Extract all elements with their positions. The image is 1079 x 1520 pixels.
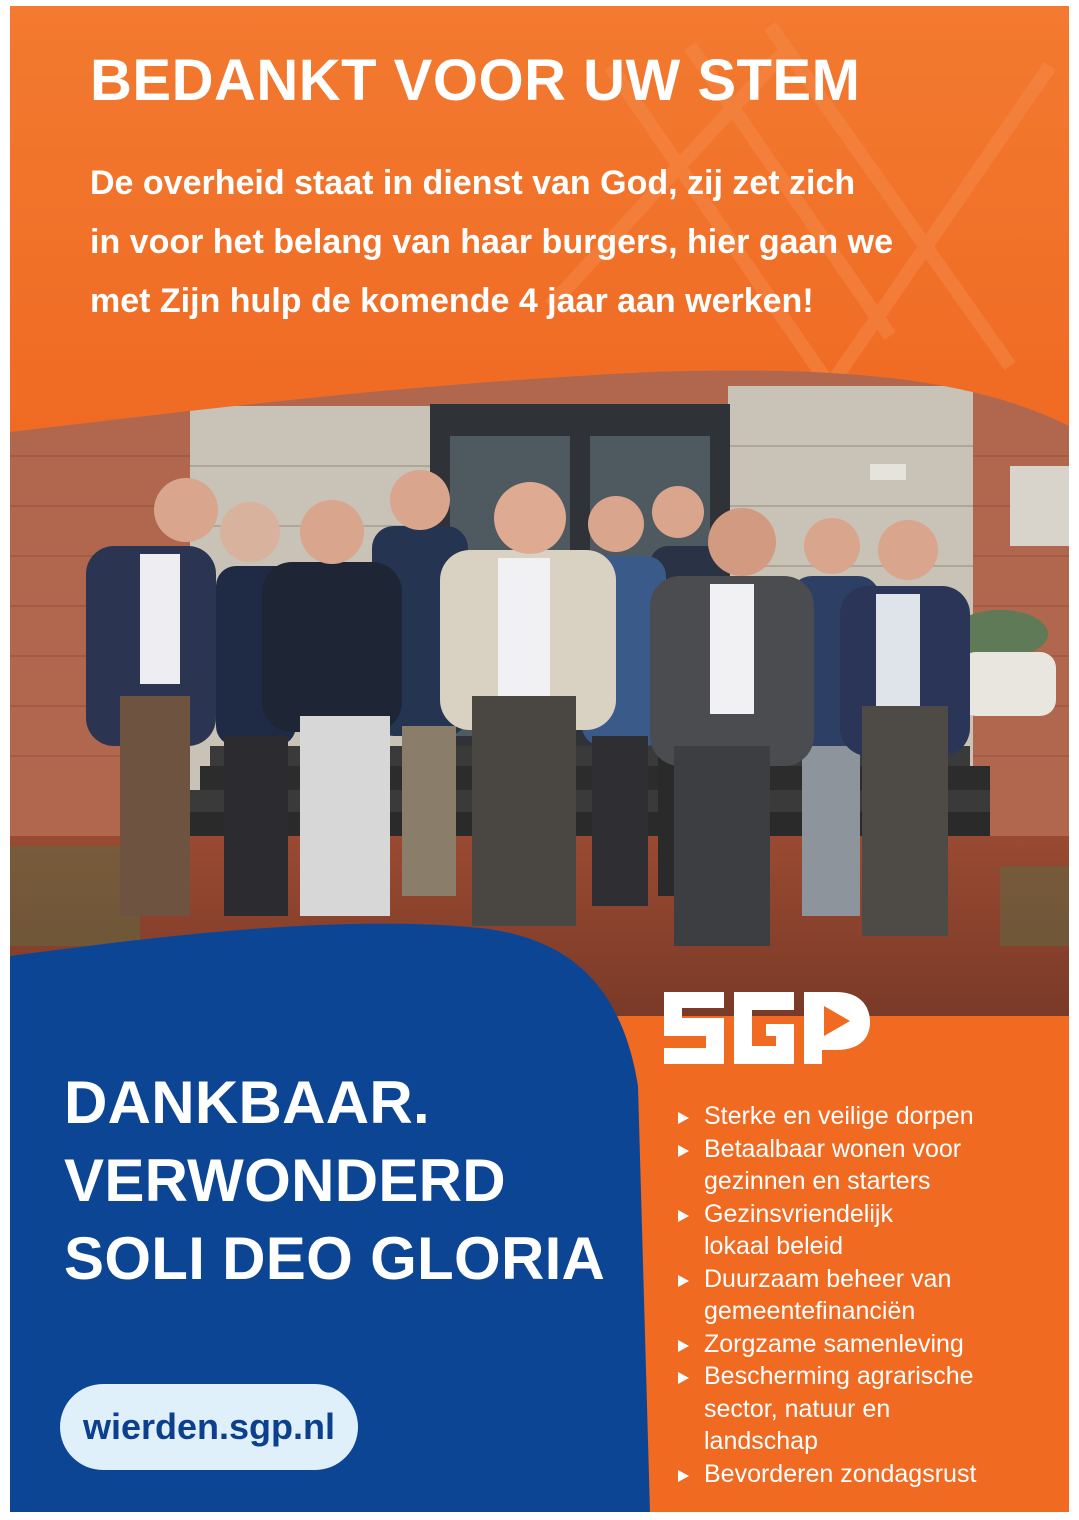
bullet-triangle-icon	[678, 1275, 689, 1287]
bullet-triangle-icon	[678, 1340, 689, 1352]
point-text: gemeentefinanciën	[704, 1297, 916, 1325]
key-points	[678, 1100, 1063, 1490]
point-item	[678, 1263, 1063, 1328]
poster	[10, 6, 1069, 1512]
slogan-line: DANKBAAR.	[64, 1069, 431, 1136]
point-item	[678, 1198, 1063, 1263]
bullet-triangle-icon	[678, 1470, 689, 1482]
point-item	[678, 1458, 1063, 1491]
subline-line: De overheid staat in dienst van God, zij zet zich	[90, 164, 856, 202]
point-text: sector, natuur en	[704, 1394, 891, 1423]
sgp-logo	[660, 984, 874, 1070]
subline-line: in voor het belang van haar burgers, hier gaan we	[90, 223, 893, 261]
point-text: Betaalbaar wonen voor	[704, 1134, 962, 1163]
headline: BEDANKT VOOR UW STEM	[90, 48, 861, 113]
point-item	[678, 1328, 1063, 1361]
website-link[interactable]: wierden.sgp.nl	[60, 1384, 358, 1470]
slogan-line: SOLI DEO GLORIA	[64, 1225, 606, 1292]
point-text: lokaal beleid	[704, 1232, 843, 1260]
point-item	[678, 1100, 1063, 1133]
bullet-triangle-icon	[678, 1145, 689, 1157]
point-text: landschap	[704, 1427, 818, 1455]
point-text: Bescherming agrarische	[704, 1362, 974, 1390]
point-item	[678, 1133, 1063, 1198]
slogan	[64, 1064, 605, 1298]
point-text: Gezinsvriendelijk	[704, 1199, 893, 1228]
point-text: Duurzaam beheer van	[704, 1264, 952, 1293]
bullet-triangle-icon	[678, 1112, 689, 1124]
point-text: Bevorderen zondagsrust	[704, 1459, 977, 1488]
slogan-line: VERWONDERD	[64, 1147, 506, 1214]
point-text: gezinnen en starters	[704, 1167, 931, 1195]
subline-line: met Zijn hulp de komende 4 jaar aan werken!	[90, 282, 814, 320]
point-item	[678, 1360, 1063, 1458]
bullet-triangle-icon	[678, 1372, 689, 1384]
point-text: Zorgzame samenleving	[704, 1329, 964, 1358]
point-text: Sterke en veilige dorpen	[704, 1102, 974, 1130]
bullet-triangle-icon	[678, 1210, 689, 1222]
